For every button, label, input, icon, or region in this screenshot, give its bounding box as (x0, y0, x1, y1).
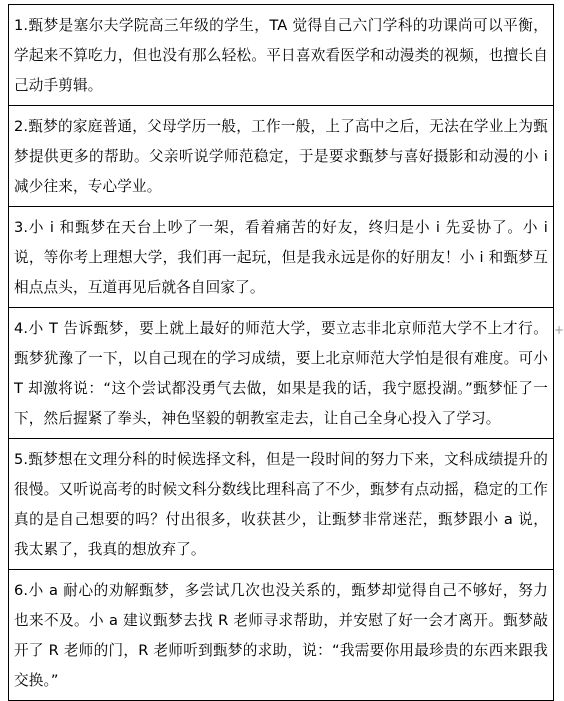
story-row-1 (9, 5, 553, 106)
table-edge-marker[interactable]: + (554, 323, 564, 337)
story-text-1: 1.甄梦是塞尔夫学院高三年级的学生，TA 觉得自己六门学科的功课尚可以平衡，学起来不算吃力，但也没有那么轻松。平日喜欢看医学和动漫类的视频，也擅长自己动手剪辑。 (14, 17, 548, 94)
story-table (8, 4, 554, 701)
story-text-6: 6.小 a 耐心的劝解甄梦，多尝试几次也没关系的，甄梦却觉得自己不够好，努力也来不及。小 a 建议甄梦去找 R 老师寻求帮助，并安慰了好一会才离开。甄梦敲开了 R 老师的门，R 老师听到甄梦的求助，说：“我需要你用最珍贵的东西来跟我交换。” (14, 582, 548, 689)
story-row-5 (9, 439, 553, 570)
story-row-6 (9, 570, 553, 701)
story-text-4: 4.小 T 告诉甄梦，要上就上最好的师范大学，要立志非北京师范大学不上才行。甄梦犹豫了一下，以自己现在的学习成绩，要上北京师范大学怕是很有难度。可小 T 却激将说：“这个尝试都没勇气去做，如果是我的话，我宁愿投湖。”甄梦怔了一下，然后握紧了拳头，神色坚毅的朝教室走去，让自己全身心投入了学习。 (14, 320, 548, 427)
story-row-4 (9, 308, 553, 439)
story-text-5: 5.甄梦想在文理分科的时候选择文科，但是一段时间的努力下来，文科成绩提升的很慢。又听说高考的时候文科分数线比理科高了不少，甄梦有点动摇，稳定的工作真的是自己想要的吗？付出很多，收获甚少，让甄梦非常迷茫，甄梦跟小 a 说，我太累了，我真的想放弃了。 (14, 451, 548, 558)
story-text-2: 2.甄梦的家庭普通，父母学历一般，工作一般，上了高中之后，无法在学业上为甄梦提供更多的帮助。父亲听说学师范稳定，于是要求甄梦与喜好摄影和动漫的小 i 减少往来，专心学业。 (14, 118, 548, 195)
story-row-2 (9, 106, 553, 207)
story-row-3 (9, 207, 553, 308)
story-text-3: 3.小 i 和甄梦在天台上吵了一架，看着痛苦的好友，终归是小 i 先妥协了。小 i 说，等你考上理想大学，我们再一起玩，但是我永远是你的好朋友！小 i 和甄梦互相点点头，互道再见后就各自回家了。 (14, 219, 548, 296)
